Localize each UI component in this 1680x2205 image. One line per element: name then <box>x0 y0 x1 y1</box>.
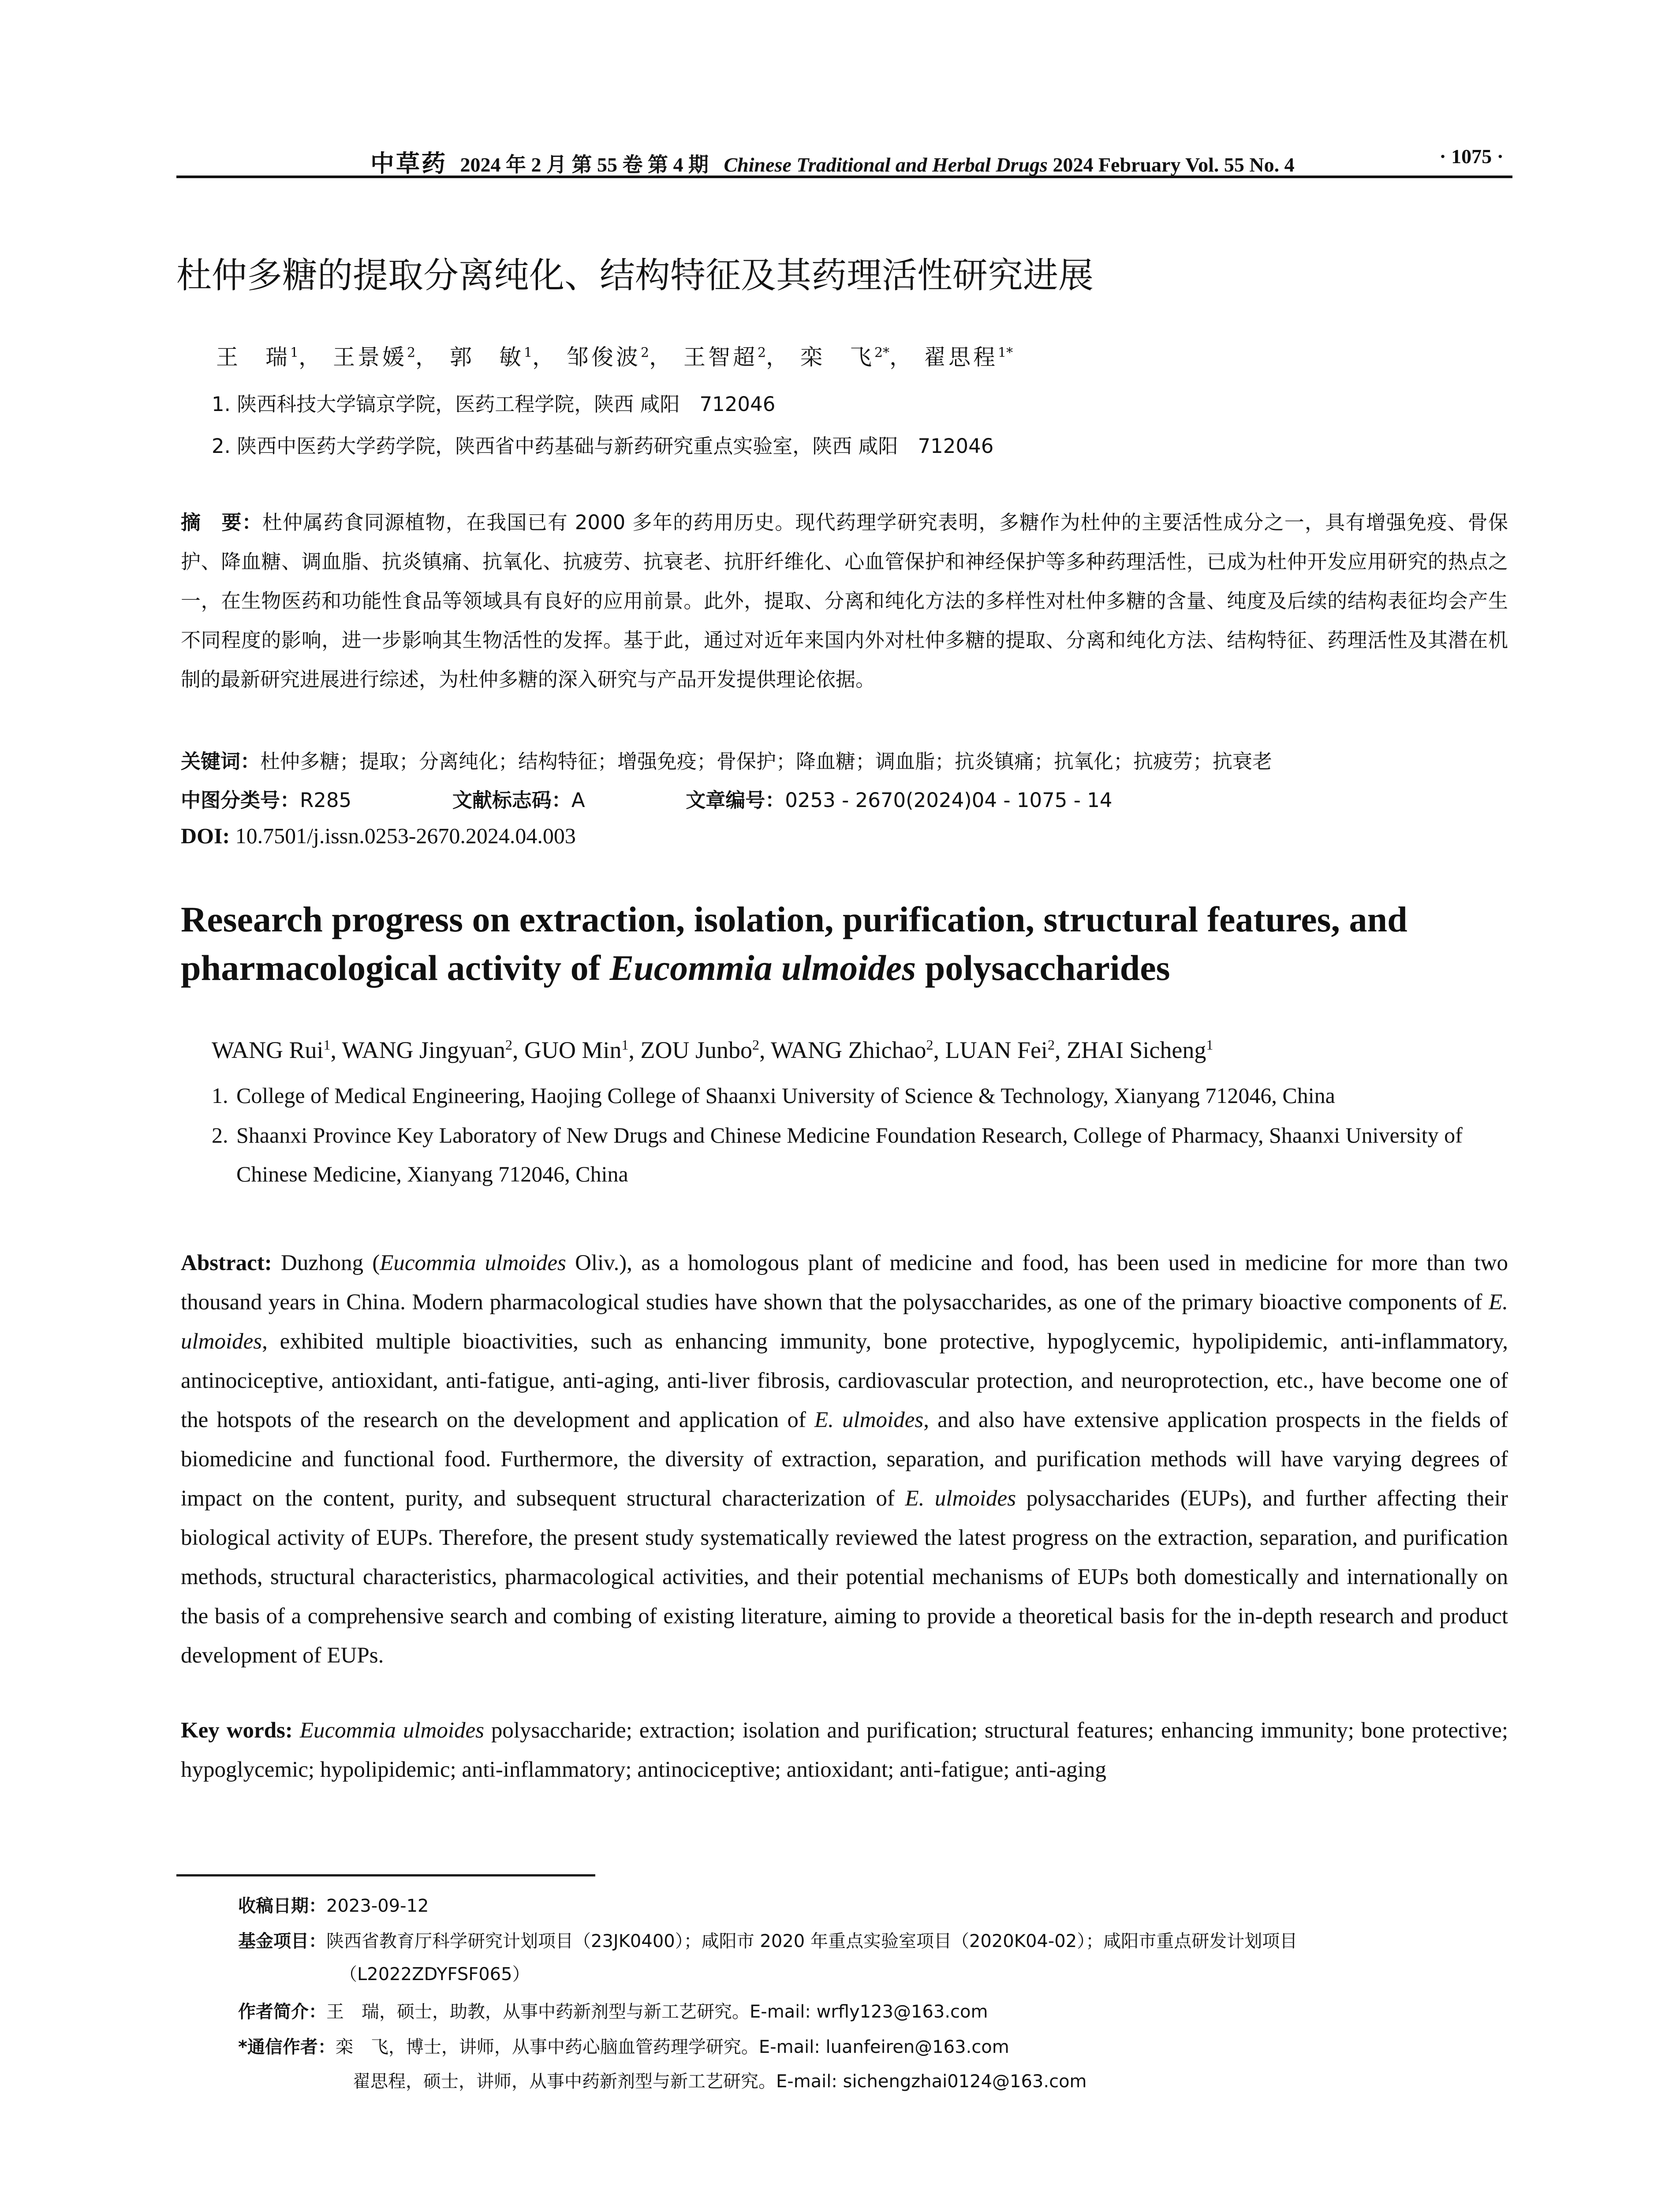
classification-line <box>181 784 1113 813</box>
article-no-label: 文章编号： <box>686 789 785 812</box>
title-en: Research progress on extraction, isolation, purification, structural features, and pharmacological activity of Eucommia ulmoides polysaccharides <box>181 899 1407 988</box>
author-cn: 栾 飞$^{2*}$ <box>800 344 890 370</box>
author-en: WANG Jingyuan$^2$ <box>342 1037 512 1063</box>
page-number: · 1075 · <box>1439 145 1504 168</box>
authors-en: WANG Rui$^1$, WANG Jingyuan$^2$, GUO Min$^1$, ZOU Junbo$^2$, WANG Zhichao$^2$, LUAN Fei$^2$, ZHAI Sicheng$^1$ <box>212 1037 1213 1063</box>
author-cn: 邹俊波$^2$ <box>567 344 650 370</box>
abstract-cn-label: 摘 要： <box>181 511 262 534</box>
author-en: GUO Min$^1$ <box>524 1037 629 1063</box>
doi-value[interactable]: 10.7501/j.issn.0253-2670.2024.04.003 <box>235 823 576 848</box>
running-header <box>176 140 1512 178</box>
journal-issue-en: 2024 February Vol. 55 No. 4 <box>1053 153 1295 176</box>
affiliation-en: 1. College of Medical Engineering, Haojing College of Shaanxi University of Science & Technology, Xianyang 712046, China <box>212 1083 1335 1108</box>
author-en: ZHAI Sicheng$^1$ <box>1066 1037 1213 1063</box>
author-en: LUAN Fei$^2$ <box>945 1037 1055 1063</box>
affiliation-cn: 1. 陕西科技大学镐京学院，医药工程学院，陕西 咸阳 712046 <box>212 392 776 416</box>
keywords-cn <box>181 745 1272 774</box>
journal-issue-cn: 2024 年 2 月 第 55 卷 第 4 期 <box>460 153 709 176</box>
journal-name-en: Chinese Traditional and Herbal Drugs <box>724 153 1048 176</box>
footnote-divider <box>176 1874 595 1876</box>
abstract-cn-text: 杜仲属药食同源植物，在我国已有 2000 多年的药用历史。现代药理学研究表明，多糖作为杜仲的主要活性成分之一，具有增强免疫、骨保护、降血糖、调血脂、抗炎镇痛、抗氧化、抗疲劳、抗衰老、抗肝纤维化、心血管保护和神经保护等多种药理活性，已成为杜仲开发应用研究的热点之一，在生物医药和功能性食品等领域具有良好的应用前景。此外，提取、分离和纯化方法的多样性对杜仲多糖的含量、纯度及后续的结构表征均会产生不同程度的影响，进一步影响其生物活性的发挥。基于此，通过对近年来国内外对杜仲多糖的提取、分离和纯化方法、结构特征、药理活性及其潜在机制的最新研究进展进行综述，为杜仲多糖的深入研究与产品开发提供理论依据。 <box>181 511 1508 691</box>
author-en: WANG Rui$^1$ <box>212 1037 331 1063</box>
doi-label: DOI: <box>181 823 230 848</box>
keywords-en-label: Key words: <box>181 1718 293 1743</box>
footnote-fund: 基金项目：陕西省教育厅科学研究计划项目（23JK0400）；咸阳市 2020 年重点实验室项目（2020K04-02）；咸阳市重点研发计划项目 <box>238 1931 1298 1951</box>
abstract-en-label: Abstract: <box>181 1251 272 1275</box>
footnote-received: 收稿日期：2023-09-12 <box>238 1896 429 1916</box>
author-en: WANG Zhichao$^2$ <box>771 1037 933 1063</box>
abstract-cn <box>181 503 1508 699</box>
author-en: ZOU Junbo$^2$ <box>640 1037 760 1063</box>
title-cn: 杜仲多糖的提取分离纯化、结构特征及其药理活性研究进展 <box>176 255 1094 296</box>
footnote-corresponding: *通信作者：栾 飞，博士，讲师，从事中药心脑血管药理学研究。E-mail: luanfeiren@163.com <box>238 2037 1009 2057</box>
author-cn: 郭 敏$^1$ <box>450 344 533 370</box>
keywords-en: Key words: Eucommia ulmoides polysaccharide; extraction; isolation and purification; structural features; enhancing immunity; bone protective; hypoglycemic; hypolipidemic; anti-inflammatory; antinociceptive; antioxidant; anti-fatigue; anti-aging <box>181 1718 1508 1782</box>
journal-info <box>370 145 1295 179</box>
affiliation-cn: 2. 陕西中医药大学药学院，陕西省中药基础与新药研究重点实验室，陕西 咸阳 712046 <box>212 434 994 458</box>
author-cn: 王 瑞$^1$ <box>216 344 299 370</box>
footnote-fund-cont: （L2022ZDYFSF065） <box>340 1964 530 1984</box>
keywords-cn-label: 关键词： <box>181 750 261 773</box>
abstract-en: Abstract: Duzhong (Eucommia ulmoides Oliv.), as a homologous plant of medicine and food, has been used in medicine for more than two thousand years in China. Modern pharmacological studies have shown that the polysaccharides, as one of the primary bioactive components of E. ulmoides, exhibited multiple bioactivities, such as enhancing immunity, bone protective, hypoglycemic, hypolipidemic, anti-inflammatory, antinociceptive, antioxidant, anti-fatigue, anti-aging, anti-liver fibrosis, cardiovascular protection, and neuroprotection, etc., have become one of the hotspots of the research on the development and application of E. ulmoides, and also have extensive application prospects in the fields of biomedicine and functional food. Furthermore, the diversity of extraction, separation, and purification methods will have varying degrees of impact on the content, purity, and subsequent structural characterization of E. ulmoides polysaccharides (EUPs), and further affecting their biological activity of EUPs. Therefore, the present study systematically reviewed the latest progress on the extraction, separation, and purification methods, structural characteristics, pharmacological activities, and their potential mechanisms of EUPs both domestically and internationally on the basis of a comprehensive search and combing of existing literature, aiming to provide a theoretical basis for the in-depth research and product development of EUPs. <box>181 1251 1508 1668</box>
author-cn: 王景媛$^2$ <box>333 344 416 370</box>
clc-label: 中图分类号： <box>181 789 300 812</box>
keywords-cn-text: 杜仲多糖；提取；分离纯化；结构特征；增强免疫；骨保护；降血糖；调血脂；抗炎镇痛；抗氧化；抗疲劳；抗衰老 <box>260 750 1273 773</box>
footnote-corresponding-cont: 翟思程，硕士，讲师，从事中药新剂型与新工艺研究。E-mail: sichengzhai0124@163.com <box>353 2071 1087 2092</box>
doc-code-label: 文献标志码： <box>452 789 571 812</box>
article-no-value: 0253 - 2670(2024)04 - 1075 - 14 <box>785 789 1113 812</box>
authors-cn: 王 瑞$^1$， 王景媛$^2$， 郭 敏$^1$， 邹俊波$^2$， 王智超$^2$， 栾 飞$^{2*}$， 翟思程$^{1*}$ <box>216 344 1013 370</box>
doi-line <box>181 823 576 848</box>
clc-value: R285 <box>300 789 352 812</box>
journal-logo: 中草药 <box>370 150 447 177</box>
doc-code-value: A <box>571 789 585 812</box>
author-cn: 王智超$^2$ <box>683 344 766 370</box>
affiliation-en: 2. Shaanxi Province Key Laboratory of New Drugs and Chinese Medicine Foundation Research, College of Pharmacy, Shaanxi University of Chinese Medicine, Xianyang 712046, China <box>212 1123 1463 1186</box>
author-cn: 翟思程$^{1*}$ <box>924 344 1013 370</box>
footnote-author: 作者简介：王 瑞，硕士，助教，从事中药新剂型与新工艺研究。E-mail: wrfly123@163.com <box>238 2002 988 2022</box>
